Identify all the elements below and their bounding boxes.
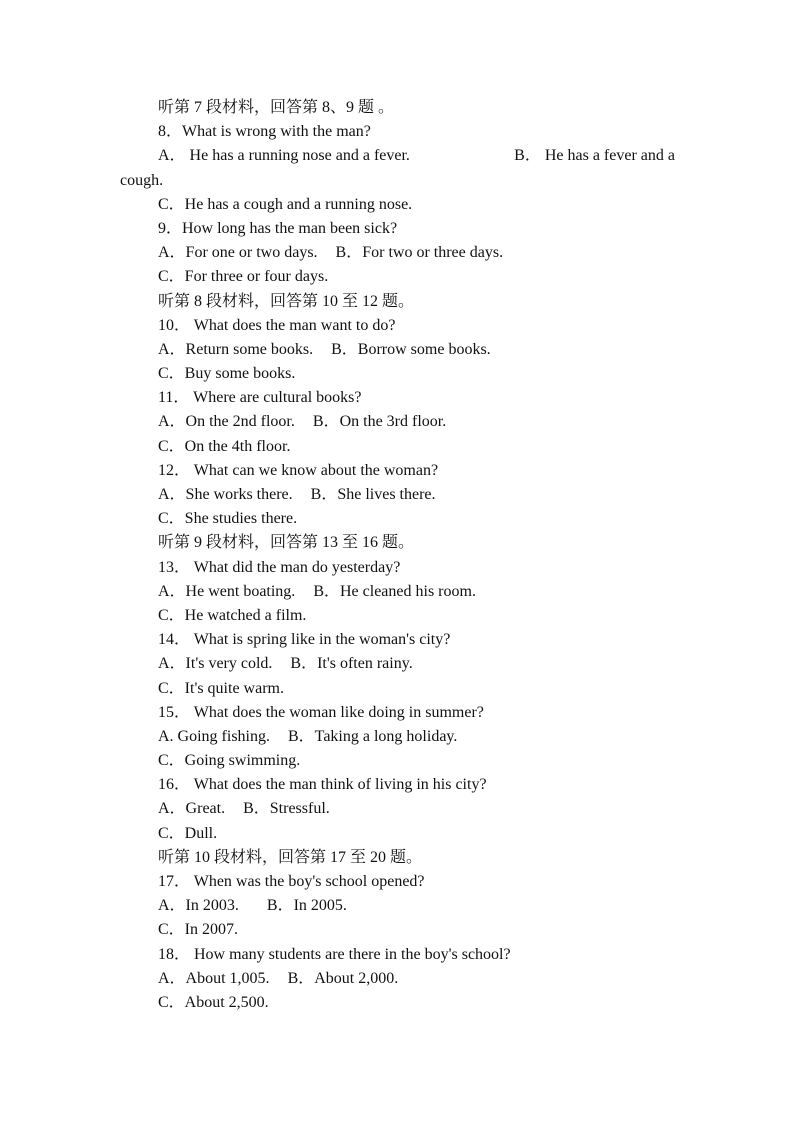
- option-b: B．He cleaned his room.: [313, 582, 476, 600]
- option-b: B．Taking a long holiday.: [288, 727, 458, 745]
- option-row: [120, 725, 675, 749]
- option-a: A. Going fishing.: [158, 727, 270, 745]
- option-b: B．For two or three days.: [335, 244, 504, 262]
- option-b: B．Stressful.: [243, 800, 330, 818]
- question-stem: 18． How many students are there in the boy's school?: [158, 945, 511, 963]
- option-a: A．Great.: [158, 800, 226, 818]
- option-row: [120, 967, 675, 991]
- option-c: C．She studies there.: [158, 510, 298, 528]
- question-stem: 15． What does the woman like doing in summer?: [158, 703, 484, 721]
- option-b: B．About 2,000.: [287, 969, 399, 987]
- option-a: A．It's very cold.: [158, 655, 273, 673]
- question-stem: 17． When was the boy's school opened?: [158, 873, 425, 890]
- option-c: C．Going swimming.: [158, 752, 301, 770]
- option-c: C．On the 4th floor.: [158, 437, 291, 455]
- option-row: [120, 894, 675, 918]
- section-heading: 听第 10 段材料，回答第 17 至 20 题。: [158, 848, 423, 866]
- option-b-continuation: cough.: [120, 171, 164, 189]
- section-heading: 听第 8 段材料，回答第 10 至 12 题。: [158, 292, 415, 310]
- option-row: [120, 652, 675, 676]
- option-row: [120, 144, 675, 168]
- option-c: C．In 2007.: [158, 921, 239, 939]
- option-row: [120, 410, 675, 434]
- option-a: A．He went boating.: [158, 582, 296, 600]
- option-row: [120, 580, 675, 604]
- option-a: A．In 2003.: [158, 897, 239, 915]
- option-a: A．Return some books.: [158, 340, 314, 358]
- option-a: A．On the 2nd floor.: [158, 413, 295, 431]
- option-b: B．On the 3rd floor.: [312, 413, 447, 431]
- option-row: [120, 483, 675, 507]
- option-a: A．For one or two days.: [158, 244, 318, 262]
- option-row: [120, 241, 675, 265]
- section-heading: 听第 7 段材料，回答第 8、9 题 。: [158, 99, 395, 116]
- option-b: B．In 2005.: [266, 897, 347, 915]
- option-row: [120, 797, 675, 821]
- question-stem: 14． What is spring like in the woman's city?: [158, 631, 451, 649]
- option-row: [120, 338, 675, 362]
- option-a: A． He has a running nose and a fever.: [158, 147, 410, 165]
- question-stem: 10． What does the man want to do?: [158, 316, 396, 334]
- document-body: [120, 96, 675, 1015]
- option-c: C．It's quite warm.: [158, 679, 284, 697]
- question-stem: 12． What can we know about the woman?: [158, 461, 439, 479]
- option-c: C．He has a cough and a running nose.: [158, 195, 413, 213]
- option-b: B．She lives there.: [310, 486, 436, 503]
- question-stem: 8．What is wrong with the man?: [158, 123, 371, 141]
- option-c: C．For three or four days.: [158, 268, 329, 286]
- question-stem: 11． Where are cultural books?: [158, 389, 362, 407]
- option-c: C．He watched a film.: [158, 606, 307, 624]
- question-stem: 13． What did the man do yesterday?: [158, 558, 401, 576]
- option-c: C．Dull.: [158, 824, 218, 842]
- option-b: B．It's often rainy.: [290, 655, 413, 673]
- option-c: C．About 2,500.: [158, 993, 269, 1011]
- section-heading: 听第 9 段材料，回答第 13 至 16 题。: [158, 534, 415, 552]
- option-b: B． He has a fever and a: [514, 147, 675, 165]
- option-c: C．Buy some books.: [158, 365, 296, 383]
- option-b: B．Borrow some books.: [331, 340, 491, 358]
- question-stem: 16． What does the man think of living in his city?: [158, 776, 487, 794]
- option-a: A．About 1,005.: [158, 969, 270, 987]
- question-stem: 9．How long has the man been sick?: [158, 219, 398, 237]
- option-a: A．She works there.: [158, 486, 293, 503]
